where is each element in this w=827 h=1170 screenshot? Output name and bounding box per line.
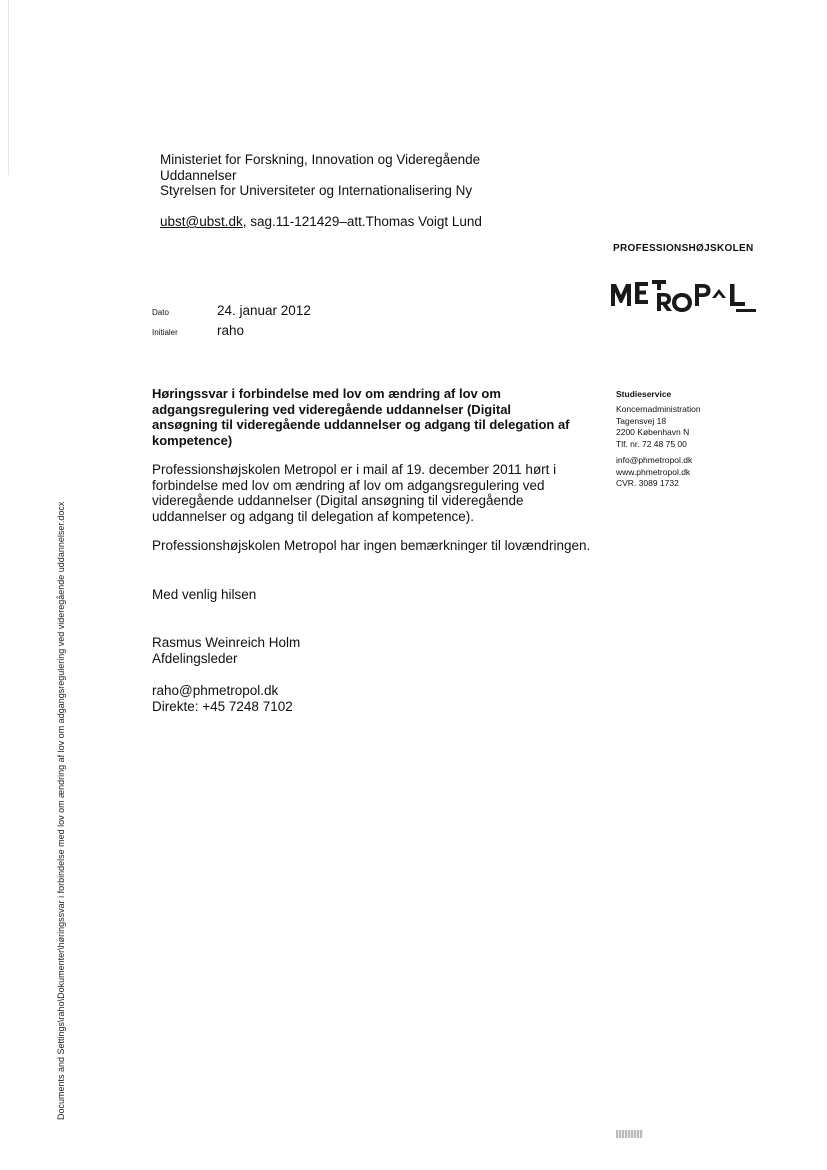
- date-label: Dato: [152, 308, 169, 317]
- recipient-block: [160, 152, 480, 199]
- signer-contact: [152, 683, 293, 714]
- signer-phone: Direkte: +45 7248 7102: [152, 698, 293, 714]
- subject-heading: [152, 386, 597, 448]
- subject-line: Høringssvar i forbindelse med lov om ændring af lov om: [152, 386, 501, 401]
- recipient-line-1: Ministeriet for Forskning, Innovation og Videregående: [160, 152, 481, 167]
- sidebar-contact: [616, 455, 692, 490]
- subject-line: ansøgning til videregående uddannelser og adgang til delegation af: [152, 417, 570, 432]
- sidebar-address-line: Tlf. nr. 72 48 75 00: [616, 438, 687, 449]
- sidebar-address: [616, 404, 701, 450]
- signer-title: Afdelingsleder: [152, 650, 238, 666]
- signer-name: Rasmus Weinreich Holm: [152, 635, 301, 650]
- initials-value: raho: [217, 323, 245, 338]
- closing-text: Med venlig hilsen: [152, 587, 257, 602]
- body-line: videregående uddannelser (Digital ansøgning til videregående: [152, 493, 524, 508]
- recipient-reference: , sag.11-121429–att.Thomas Voigt Lund: [242, 214, 482, 229]
- body-line: uddannelser og adgang til delegation af kompetence).: [152, 508, 474, 524]
- sidebar-address-line: 2200 København N: [616, 427, 690, 437]
- initials-label: Initialer: [152, 328, 178, 337]
- date-value: 24. januar 2012: [217, 303, 311, 318]
- file-path-footer: Documents and Settings\raho\Dokumenter\høringssvar i forbindelse med lov om ændring af lov om adgangsregulering ved videregående uddannelser.docx: [56, 501, 66, 1120]
- sidebar-cvr: CVR. 3089 1732: [616, 478, 679, 488]
- recipient-email-line: [160, 214, 482, 230]
- body-line: forbindelse med lov om ændring af lov om adgangsregulering ved: [152, 477, 545, 493]
- recipient-email-link[interactable]: ubst@ubst.dk: [160, 214, 243, 229]
- body-paragraph-2: Professionshøjskolen Metropol har ingen bemærkninger til lovændringen.: [152, 538, 591, 553]
- sidebar-heading: Studieservice: [616, 389, 672, 399]
- subject-line: kompetence): [152, 432, 233, 448]
- subject-line: adgangsregulering ved videregående uddannelser (Digital: [152, 401, 512, 417]
- recipient-line-3: Styrelsen for Universiteter og Internationalisering Ny: [160, 183, 473, 198]
- brand-tagline: PROFESSIONSHØJSKOLEN: [613, 243, 754, 254]
- metropol-logo: [611, 276, 757, 314]
- sidebar-address-line: Koncernadministration: [616, 404, 701, 414]
- sidebar-address-line: Tagensvej 18: [616, 415, 667, 426]
- metropol-logo-icon: [611, 276, 757, 314]
- body-paragraph-1: [152, 462, 597, 524]
- signature-block: [152, 635, 300, 666]
- body-line: Professionshøjskolen Metropol er i mail af 19. december 2011 hørt i: [152, 462, 557, 477]
- sidebar-email[interactable]: info@phmetropol.dk: [616, 455, 693, 465]
- signer-email[interactable]: raho@phmetropol.dk: [152, 683, 279, 698]
- sidebar-website[interactable]: www.phmetropol.dk: [616, 466, 691, 477]
- scan-stamp-mark: [616, 1130, 643, 1138]
- recipient-line-2: Uddannelser: [160, 167, 237, 183]
- scan-edge-line: [8, 0, 9, 175]
